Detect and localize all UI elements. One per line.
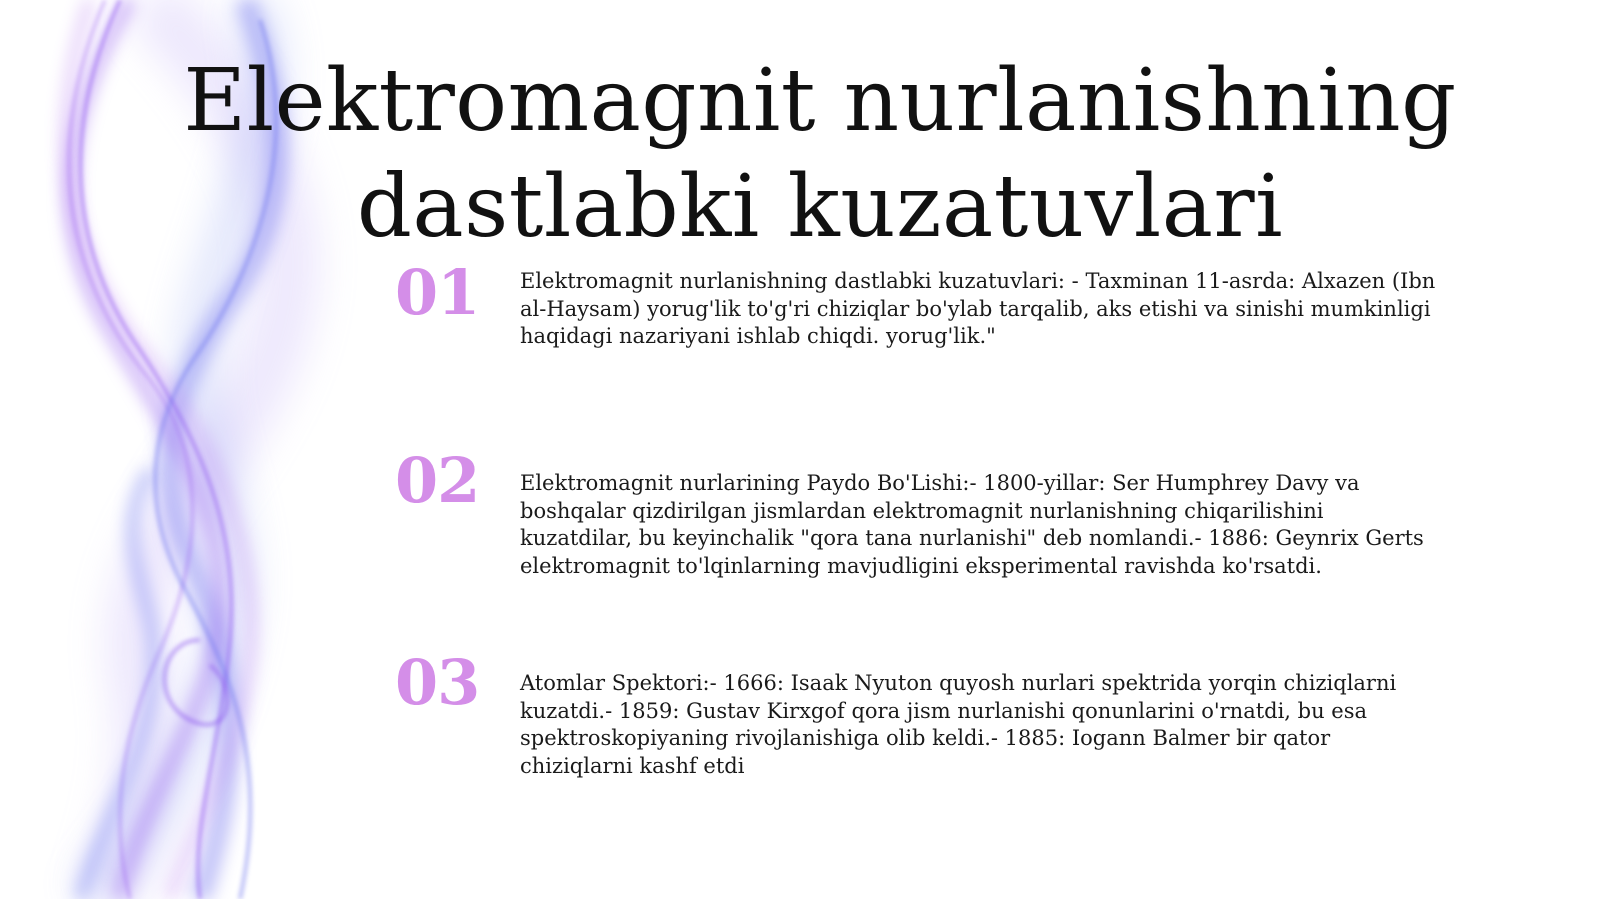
slide-title: Elektromagnit nurlanishning dastlabki kuzatuvlari (183, 51, 1457, 257)
item-text: Elektromagnit nurlanishning dastlabki kuzatuvlari: - Taxminan 11-asrda: Alxazen (Ibn al-Haysam) yorug'lik to'g'ri chiziqlar bo'ylab tarqalib, aks etishi va sinishi mumkinligi haqidagi nazariyani ishlab chiqdi. yorug'lik." (520, 269, 1436, 348)
item-number: 03 (395, 646, 480, 719)
item-text: Elektromagnit nurlarining Paydo Bo'Lishi:- 1800-yillar: Ser Humphrey Davy va boshqalar qizdirilgan jismlardan elektromagnit nurlanishning chiqarilishini kuzatdilar, bu keyinchalik "qora tana nurlanishi" deb nomlandi.- 1886: Geynrix Gerts elektromagnit to'lqinlarning mavjudligini eksperimental ravishda ko'rsatdi. (520, 471, 1424, 578)
item-text: Atomlar Spektori:- 1666: Isaak Nyuton quyosh nurlari spektrida yorqin chiziqlarni kuzatdi.- 1859: Gustav Kirxgof qora jism nurlanishi qonunlarini o'rnatdi, bu esa spektroskopiyaning rivojlanishiga olib keldi.- 1885: Iogann Balmer bir qator chiziqlarni kashf etdi (520, 671, 1397, 778)
item-number: 01 (395, 256, 480, 329)
item-number: 02 (395, 444, 480, 517)
